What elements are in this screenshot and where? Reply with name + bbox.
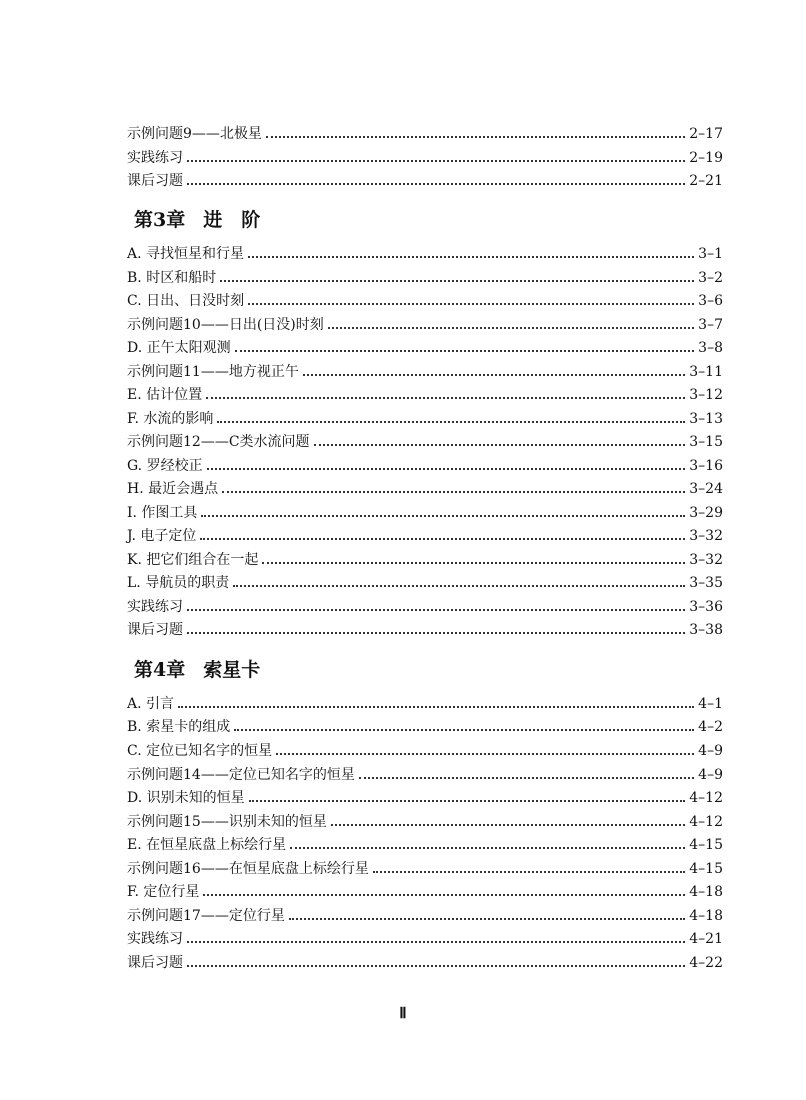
toc-entry-label: 示例问题15——识别未知的恒星 — [127, 814, 327, 830]
dot-leader — [187, 965, 685, 967]
toc-entry-page: 3–16 — [689, 458, 723, 474]
toc-entry — [127, 406, 723, 428]
toc-entry-label: C. 定位已知名字的恒星 — [127, 743, 273, 759]
dot-leader — [276, 753, 694, 755]
dot-leader — [187, 609, 685, 611]
toc-entry-page: 3–38 — [689, 622, 723, 638]
toc-entry-label: 示例问题11——地方视正午 — [127, 364, 299, 380]
toc-entry-page: 4–15 — [689, 837, 723, 853]
toc-entry-label: A. 寻找恒星和行星 — [127, 246, 245, 262]
toc-entry — [127, 145, 723, 167]
dot-leader — [217, 421, 685, 423]
toc-entry-page: 4–12 — [689, 814, 723, 830]
dot-leader — [248, 256, 694, 258]
toc-entry-page: 3–11 — [689, 364, 723, 380]
dot-leader — [200, 538, 685, 540]
toc-entry-label: K. 把它们组合在一起 — [127, 552, 259, 568]
toc-entry-page: 4–9 — [698, 743, 723, 759]
toc-entry — [127, 617, 723, 639]
dot-leader — [314, 444, 686, 446]
dot-leader — [234, 729, 694, 731]
toc-entry-label: L. 导航员的职责 — [127, 575, 230, 591]
dot-leader — [266, 136, 685, 138]
toc-entry-page: 4–15 — [689, 861, 723, 877]
toc-entry-label: 课后习题 — [127, 622, 183, 638]
toc-entry-label: 示例问题12——C类水流问题 — [127, 434, 310, 450]
toc-entry — [127, 265, 723, 287]
dot-leader — [220, 280, 694, 282]
toc-entry — [127, 926, 723, 948]
dot-leader — [206, 397, 685, 399]
toc-entry — [127, 335, 723, 357]
toc-entry — [127, 359, 723, 381]
toc-entry — [127, 856, 723, 878]
toc-entry — [127, 288, 723, 310]
chapter-number: 第3章 — [134, 209, 186, 231]
toc-entry-page: 4–18 — [689, 908, 723, 924]
toc-entry-page: 2–17 — [689, 126, 723, 142]
toc-entry-label: 课后习题 — [127, 955, 183, 971]
dot-leader — [233, 585, 685, 587]
toc-entry-label: F. 水流的影响 — [127, 411, 214, 427]
toc-entry-page: 4–9 — [698, 767, 723, 783]
dot-leader — [207, 468, 686, 470]
toc-entry-label: 示例问题9——北极星 — [127, 126, 262, 142]
toc-entry-page: 3–36 — [689, 599, 723, 615]
toc-entry-label: F. 定位行星 — [127, 884, 200, 900]
toc-entry — [127, 762, 723, 784]
toc-entry — [127, 547, 723, 569]
toc-entry-page: 2–19 — [689, 150, 723, 166]
toc-entry-page: 4–12 — [689, 790, 723, 806]
toc-entry — [127, 691, 723, 713]
toc-entry-label: D. 正午太阳观测 — [127, 340, 231, 356]
dot-leader — [290, 847, 685, 849]
toc-entry-page: 3–6 — [698, 293, 723, 309]
toc-entry-label: B. 时区和船时 — [127, 270, 217, 286]
chapter-title: 索星卡 — [203, 659, 261, 681]
chapter-title: 进 阶 — [203, 209, 261, 231]
toc-entry-label: 示例问题16——在恒星底盘上标绘行星 — [127, 861, 369, 877]
chapter-4-heading — [134, 656, 260, 684]
toc-entry-label: 示例问题14——定位已知名字的恒星 — [127, 767, 355, 783]
toc-entry-page: 3–7 — [698, 317, 723, 333]
toc-entry-label: E. 在恒星底盘上标绘行星 — [127, 837, 287, 853]
toc-entry — [127, 429, 723, 451]
toc-entry-page: 3–12 — [689, 387, 723, 403]
toc-entry-page: 3–8 — [698, 340, 723, 356]
dot-leader — [249, 800, 686, 802]
toc-entry-label: D. 识别未知的恒星 — [127, 790, 245, 806]
toc-entry — [127, 809, 723, 831]
dot-leader — [303, 374, 685, 376]
toc-entry — [127, 168, 723, 190]
toc-entry-page: 4–21 — [689, 931, 723, 947]
dot-leader — [373, 871, 685, 873]
dot-leader — [187, 941, 685, 943]
toc-entry — [127, 594, 723, 616]
toc-entry-label: E. 估计位置 — [127, 387, 203, 403]
dot-leader — [187, 183, 685, 185]
toc-entry — [127, 714, 723, 736]
toc-entry-page: 4–1 — [698, 696, 723, 712]
toc-entry-label: 课后习题 — [127, 173, 183, 189]
toc-entry — [127, 453, 723, 475]
toc-entry — [127, 950, 723, 972]
dot-leader — [187, 160, 685, 162]
toc-entry-page: 3–13 — [689, 411, 723, 427]
toc-entry — [127, 879, 723, 901]
toc-entry-label: B. 索星卡的组成 — [127, 719, 231, 735]
dot-leader — [328, 327, 694, 329]
toc-entry-page: 4–22 — [689, 955, 723, 971]
dot-leader — [359, 777, 694, 779]
toc-entry — [127, 476, 723, 498]
toc-entry-page: 2–21 — [689, 173, 723, 189]
toc-entry-page: 4–18 — [689, 884, 723, 900]
toc-entry-label: C. 日出、日没时刻 — [127, 293, 245, 309]
chapter-3-heading — [134, 206, 260, 234]
dot-leader — [248, 303, 694, 305]
toc-entry — [127, 832, 723, 854]
toc-entry-page: 3–24 — [689, 481, 723, 497]
chapter-number: 第4章 — [134, 659, 186, 681]
toc-entry — [127, 903, 723, 925]
toc-entry — [127, 523, 723, 545]
toc-entry-label: 示例问题17——定位行星 — [127, 908, 285, 924]
toc-entry — [127, 500, 723, 522]
toc-entry-page: 3–15 — [689, 434, 723, 450]
toc-entry-page: 3–2 — [698, 270, 723, 286]
toc-entry — [127, 785, 723, 807]
toc-entry — [127, 570, 723, 592]
toc-entry-page: 3–32 — [689, 528, 723, 544]
dot-leader — [201, 515, 685, 517]
toc-entry-label: A. 引言 — [127, 696, 175, 712]
toc-entry-page: 3–1 — [698, 246, 723, 262]
toc-entry-label: G. 罗经校正 — [127, 458, 203, 474]
page-number: Ⅱ — [399, 1006, 407, 1022]
toc-entry-page: 3–35 — [689, 575, 723, 591]
toc-entry-label: 实践练习 — [127, 599, 183, 615]
toc-entry — [127, 241, 723, 263]
toc-entry — [127, 121, 723, 143]
toc-entry — [127, 312, 723, 334]
toc-entry-label: H. 最近会遇点 — [127, 481, 219, 497]
dot-leader — [178, 706, 694, 708]
dot-leader — [187, 632, 685, 634]
dot-leader — [289, 918, 685, 920]
toc-entry-page: 3–32 — [689, 552, 723, 568]
toc-entry-label: J. 电子定位 — [127, 528, 197, 544]
dot-leader — [331, 824, 685, 826]
toc-entry-label: I. 作图工具 — [127, 505, 198, 521]
toc-entry-label: 实践练习 — [127, 150, 183, 166]
toc-entry-page: 3–29 — [689, 505, 723, 521]
toc-entry-label: 示例问题10——日出(日没)时刻 — [127, 317, 324, 333]
toc-entry — [127, 738, 723, 760]
toc-entry-page: 4–2 — [698, 719, 723, 735]
toc-entry — [127, 382, 723, 404]
dot-leader — [222, 491, 685, 493]
dot-leader — [203, 894, 685, 896]
dot-leader — [235, 350, 695, 352]
toc-entry-label: 实践练习 — [127, 931, 183, 947]
dot-leader — [262, 562, 685, 564]
